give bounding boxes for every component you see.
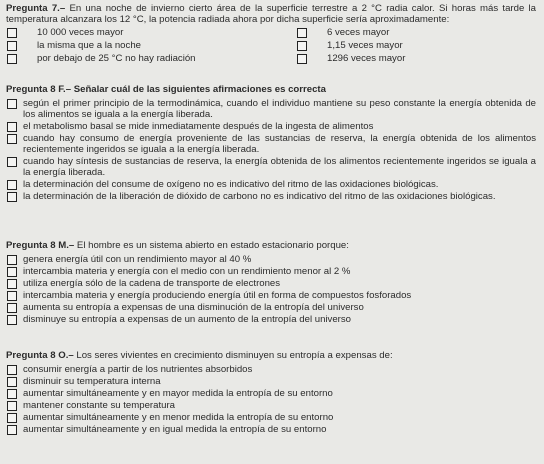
checkbox[interactable]: [297, 41, 307, 51]
q8o-option-4[interactable]: [6, 400, 536, 411]
checkbox[interactable]: [7, 28, 17, 38]
checkbox[interactable]: [7, 315, 17, 325]
q8o-option-3[interactable]: [6, 388, 536, 399]
q8f-option-1[interactable]: [6, 98, 536, 120]
question-7: [6, 3, 536, 64]
q7-option-4[interactable]: [296, 40, 536, 51]
checkbox[interactable]: [7, 413, 17, 423]
option-label: aumentar simultáneamente y en igual medida la entropía de su entorno: [23, 424, 327, 435]
checkbox[interactable]: [297, 28, 307, 38]
question-8f-label: Pregunta 8 F.– Señalar cuál de las siguientes afirmaciones es correcta: [6, 84, 326, 95]
option-label: 1296 veces mayor: [327, 53, 406, 64]
question-7-label: Pregunta 7.–: [6, 3, 66, 14]
q8f-option-3[interactable]: [6, 133, 536, 155]
option-label: utiliza energía sólo de la cadena de transporte de electrones: [23, 278, 281, 289]
question-7-stem: [6, 3, 536, 25]
question-8m: [6, 240, 536, 325]
option-label: 10 000 veces mayor: [37, 27, 124, 38]
option-label: la determinación del consume de oxígeno no es indicativo del ritmo de las oxidaciones biológicas.: [23, 179, 439, 190]
question-8o: [6, 350, 536, 435]
q7-option-6[interactable]: [296, 53, 536, 64]
option-label: la misma que a la noche: [37, 40, 141, 51]
q8o-option-1[interactable]: [6, 364, 536, 375]
option-label: aumentar simultáneamente y en mayor medida la entropía de su entorno: [23, 388, 333, 399]
q8m-option-5[interactable]: [6, 302, 536, 313]
question-8m-label: Pregunta 8 M.–: [6, 240, 75, 251]
checkbox[interactable]: [7, 303, 17, 313]
checkbox[interactable]: [7, 134, 17, 144]
option-label: aumentar simultáneamente y en menor medida la entropía de su entorno: [23, 412, 334, 423]
option-label: consumir energía a partir de los nutrientes absorbidos: [23, 364, 253, 375]
checkbox[interactable]: [7, 279, 17, 289]
checkbox[interactable]: [7, 365, 17, 375]
option-label: intercambia materia y energía con el medio con un rendimiento menor al 2 %: [23, 266, 351, 277]
option-label: cuando hay síntesis de sustancias de reserva, la energía obtenida de los alimentos recientemente ingeridos se iguala a la energía liberada.: [23, 156, 536, 178]
q8m-option-1[interactable]: [6, 254, 536, 265]
question-8o-text: Los seres vivientes en crecimiento disminuyen su entropía a expensas de:: [73, 350, 393, 361]
option-label: mantener constante su temperatura: [23, 400, 175, 411]
question-8m-text: El hombre es un sistema abierto en estado estacionario porque:: [74, 240, 349, 251]
q8m-option-2[interactable]: [6, 266, 536, 277]
checkbox[interactable]: [7, 291, 17, 301]
q8f-option-6[interactable]: [6, 191, 536, 202]
q7-option-1[interactable]: [6, 27, 296, 38]
q8o-option-2[interactable]: [6, 376, 536, 387]
option-label: por debajo de 25 °C no hay radiación: [37, 53, 196, 64]
q8m-option-6[interactable]: [6, 314, 536, 325]
option-label: cuando hay consumo de energía proveniente de las sustancias de reserva, la energía obtenida de los alimentos recientemente ingeridos se iguala a la energía liberada.: [23, 133, 536, 155]
checkbox[interactable]: [7, 255, 17, 265]
q8o-option-5[interactable]: [6, 412, 536, 423]
option-label: el metabolismo basal se mide inmediatamente después de la ingesta de alimentos: [23, 121, 374, 132]
q8f-option-5[interactable]: [6, 179, 536, 190]
q8m-option-3[interactable]: [6, 278, 536, 289]
option-label: intercambia materia y energía produciendo energía útil en forma de compuestos fosforados: [23, 290, 412, 301]
checkbox[interactable]: [7, 377, 17, 387]
q7-option-5[interactable]: [6, 53, 296, 64]
q8f-option-4[interactable]: [6, 156, 536, 178]
option-label: 6 veces mayor: [327, 27, 390, 38]
question-8m-stem: [6, 240, 536, 251]
question-7-options: [6, 27, 536, 64]
option-label: aumenta su entropía a expensas de una disminución de la entropía del universo: [23, 302, 364, 313]
question-7-text: En una noche de invierno cierto área de la superficie terrestre a 2 °C radia calor. Si horas más tarde la temperatura alcanzara los 12 °C, la potencia radiada ahora por dicha superficie sería aproximadamente:: [6, 3, 536, 25]
question-8o-stem: [6, 350, 536, 361]
option-label: según el primer principio de la termodinámica, cuando el individuo mantiene su peso constante la energía obtenida de los alimentos se iguala a la energía liberada.: [23, 98, 536, 120]
checkbox[interactable]: [7, 401, 17, 411]
option-label: 1,15 veces mayor: [327, 40, 403, 51]
q8m-option-4[interactable]: [6, 290, 536, 301]
option-label: disminuye su entropía a expensas de un aumento de la entropía del universo: [23, 314, 352, 325]
question-8o-label: Pregunta 8 O.–: [6, 350, 74, 361]
checkbox[interactable]: [7, 180, 17, 190]
checkbox[interactable]: [7, 122, 17, 132]
option-label: la determinación de la liberación de dióxido de carbono no es indicativo del ritmo de las oxidaciones biológicas.: [23, 191, 496, 202]
q7-option-3[interactable]: [6, 40, 296, 51]
option-label: genera energía útil con un rendimiento mayor al 40 %: [23, 254, 252, 265]
checkbox[interactable]: [7, 157, 17, 167]
checkbox[interactable]: [7, 41, 17, 51]
question-8f: [6, 84, 536, 202]
q8o-option-6[interactable]: [6, 424, 536, 435]
checkbox[interactable]: [7, 54, 17, 64]
checkbox[interactable]: [7, 425, 17, 435]
checkbox[interactable]: [7, 192, 17, 202]
q7-option-2[interactable]: [296, 27, 536, 38]
checkbox[interactable]: [7, 99, 17, 109]
q8f-option-2[interactable]: [6, 121, 536, 132]
checkbox[interactable]: [7, 267, 17, 277]
option-label: disminuir su temperatura interna: [23, 376, 161, 387]
checkbox[interactable]: [7, 389, 17, 399]
checkbox[interactable]: [297, 54, 307, 64]
